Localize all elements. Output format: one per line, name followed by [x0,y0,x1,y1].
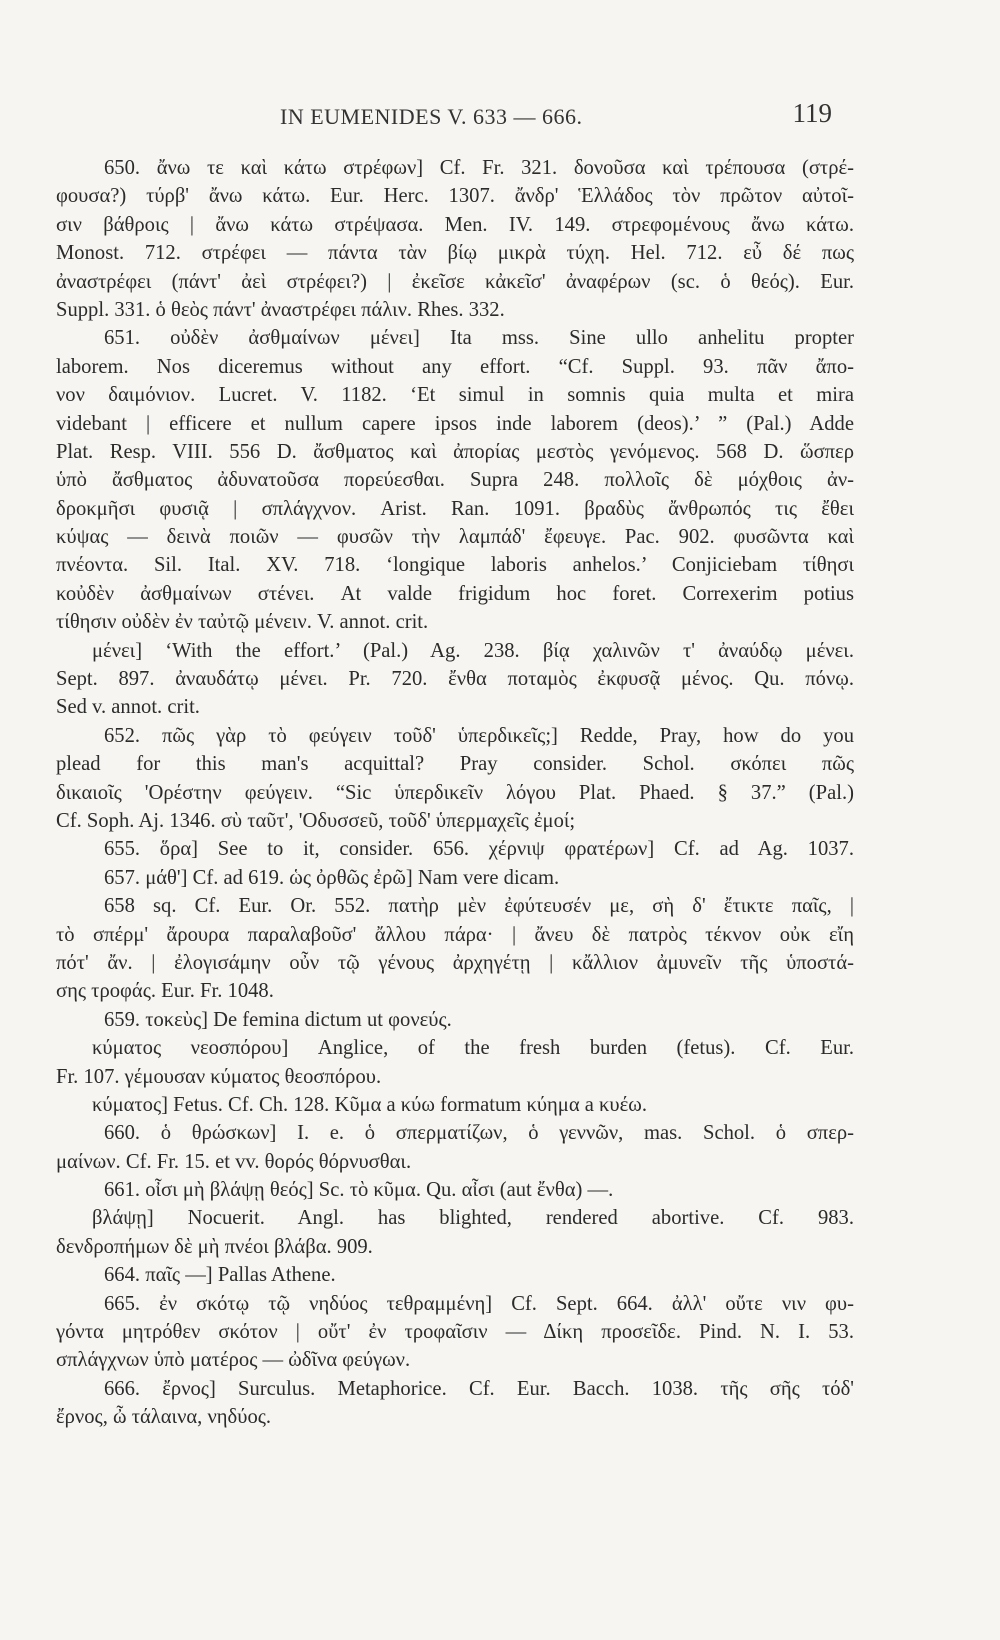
text-line: γόντα μητρόθεν σκότον | οὔτ' ἐν τροφαῖσιν — Δίκη προσεῖδε. Pind. N. I. 53. [56,1321,854,1344]
page-number: 119 [792,98,832,128]
text-line: 652. πῶς γὰρ τὸ φεύγειν τοῦδ' ὑπερδικεῖς;] Redde, Pray, how do you [104,724,854,747]
text-line: σιν βάθροις | ἄνω κάτω στρέψασα. Men. IV. 149. στρεφομένους ἄνω κάτω. [56,213,854,236]
text-line: κύψας — δεινὰ ποιῶν — φυσῶν τὴν λαμπάδ' ἔφευγε. Pac. 902. φυσῶντα καὶ [56,526,854,549]
text-line: plead for this man's acquittal? Pray consider. Schol. σκόπει πῶς [56,753,854,776]
text-line: Monost. 712. στρέφει — πάντα τὰν βίῳ μικρὰ τύχη. Hel. 712. εὖ δέ πως [56,242,854,265]
text-line: 665. ἐν σκότῳ τῷ νηδύος τεθραμμένη] Cf. Sept. 664. ἀλλ' οὔτε νιν φυ- [104,1292,854,1315]
text-line: 664. παῖς —] Pallas Athene. [104,1264,336,1287]
text-line: τὸ σπέρμ' ἄρουρα παραλαβοῦσ' ἄλλου πάρα· | ἄνευ δὲ πατρὸς τέκνον οὐκ εἴη [56,923,854,946]
text-line: 666. ἔρνος] Surculus. Metaphorice. Cf. Eur. Bacch. 1038. τῆς σῆς τόδ' [104,1377,854,1400]
text-line: ἀναστρέφει (πάντ' ἀεὶ στρέφει?) | ἐκεῖσε κἀκεῖσ' ἀναφέρων (sc. ὁ θεός). Eur. [56,270,854,293]
text-line: δροκμῆσι φυσιᾷ | σπλάγχνον. Arist. Ran. 1091. βραδὺς ἄνθρωπός τις ἔθει [56,497,854,520]
text-line: μένει] ‘With the effort.’ (Pal.) Ag. 238. βίᾳ χαλινῶν τ' ἀναύδῳ μένει. [92,639,854,662]
text-line: βλάψῃ] Nocuerit. Angl. has blighted, rendered abortive. Cf. 983. [92,1207,854,1230]
text-line: μαίνων. Cf. Fr. 15. et vv. θορός θόρνυσθαι. [56,1150,412,1173]
text-line: κοὐδὲν ἀσθμαίνων στένει. At valde frigidum hoc foret. Correxerim potius [56,582,854,605]
page-header [272,98,832,134]
text-line: 660. ὁ θρώσκων] I. e. ὁ σπερματίζων, ὁ γεννῶν, mas. Schol. ὁ σπερ- [104,1122,854,1145]
text-line: 657. μάθ'] Cf. ad 619. ὡς ὀρθῶς ἐρῶ] Nam vere dicam. [104,866,560,889]
text-line: σης τροφάς. Eur. Fr. 1048. [56,980,274,1003]
text-line: Sept. 897. ἀναυδάτῳ μένει. Pr. 720. ἔνθα ποταμὸς ἐκφυσᾷ μένος. Qu. πόνῳ. [56,668,854,691]
text-line: ἔρνος, ὦ τάλαινα, νηδύος. [56,1406,272,1429]
text-line: ὑπὸ ἄσθματος ἀδυνατοῦσα πορεύεσθαι. Supra 248. πολλοῖς δὲ μόχθοις ἀν- [56,469,854,492]
text-line: 651. οὐδὲν ἀσθμαίνων μένει] Ita mss. Sine ullo anhelitu propter [104,327,854,350]
text-line: νον δαιμόνιον. Lucret. V. 1182. ‘Et simul in somnis quia multa et mira [56,384,854,407]
text-line: 658 sq. Cf. Eur. Or. 552. πατὴρ μὲν ἐφύτευσέν με, σὴ δ' ἔτικτε παῖς, | [104,895,854,918]
text-line: Suppl. 331. ὁ θεὸς πάντ' ἀναστρέφει πάλιν. Rhes. 332. [56,298,505,321]
text-line: 661. οἶσι μὴ βλάψῃ θεός] Sc. τὸ κῦμα. Qu. αἶσι (aut ἔνθα) —. [104,1179,614,1202]
text-line: 659. τοκεὺς] De femina dictum ut φονεύς. [104,1008,452,1031]
text-line: Sed v. annot. crit. [56,696,200,719]
text-line: laborem. Nos diceremus without any effort. “Cf. Suppl. 93. πᾶν ἄπο- [56,355,854,378]
text-line: κύματος] Fetus. Cf. Ch. 128. Κῦμα a κύω formatum κύημα a κυέω. [92,1093,647,1116]
commentary-text [56,154,854,1432]
text-line: τίθησιν οὐδὲν ἐν ταὐτῷ μένειν. V. annot. crit. [56,611,429,634]
text-line: 655. ὅρα] See to it, consider. 656. χέρνιψ φρατέρων] Cf. ad Ag. 1037. [104,838,854,861]
text-line: 650. ἄνω τε καὶ κάτω στρέφων] Cf. Fr. 321. δονοῦσα καὶ τρέπουσα (στρέ- [104,157,854,179]
text-line: Cf. Soph. Aj. 1346. σὺ ταῦτ', 'Οδυσσεῦ, τοῦδ' ὑπερμαχεῖς ἐμοί; [56,809,576,832]
text-line: φουσα?) τύρβ' ἄνω κάτω. Eur. Herc. 1307. ἄνδρ' Ἑλλάδος τὸν πρῶτον αὐτοῖ- [56,185,854,208]
running-head: IN EUMENIDES V. 633 — 666. [280,104,583,129]
text-line: Fr. 107. γέμουσαν κύματος θεοσπόρου. [56,1065,382,1088]
text-line: κύματος νεοσπόρου] Anglice, of the fresh burden (fetus). Cf. Eur. [92,1037,854,1060]
text-line: Plat. Resp. VIII. 556 D. ἄσθματος καὶ ἀπορίας μεστὸς γενόμενος. 568 D. ὥσπερ [56,440,854,463]
text-line: πνέοντα. Sil. Ital. XV. 718. ‘longique laboris anhelos.’ Conjiciebam τίθησι [56,554,854,577]
text-line: σπλάγχνων ὑπὸ ματέρος — ὠδῖνα φεύγων. [56,1349,411,1372]
text-line: δενδροπήμων δὲ μὴ πνέοι βλάβα. 909. [56,1235,373,1258]
text-line: δικαιοῖς 'Ορέστην φεύγειν. “Sic ὑπερδικεῖν λόγου Plat. Phaed. § 37.” (Pal.) [56,781,854,804]
text-line: videbant | efficere et nullum capere ipsos inde laborem (deos).’ ” (Pal.) Adde [56,412,854,435]
text-line: πότ' ἄν. | ἐλογισάμην οὖν τῷ γένους ἀρχηγέτῃ | κἄλλιον ἀμυνεῖν τῆς ὑποστά- [56,951,854,974]
